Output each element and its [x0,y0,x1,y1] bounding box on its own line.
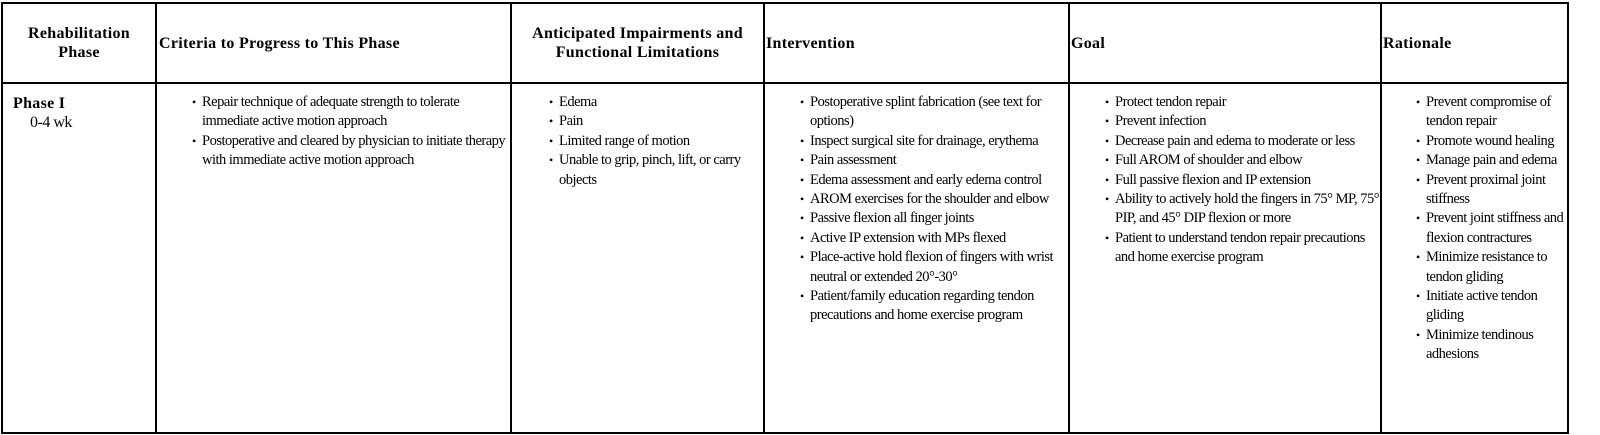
list-item: • Prevent proximal joint stiffness [1416,171,1567,210]
list-item: • Minimize resistance to tendon gliding [1416,248,1567,287]
list-item: • Pain [549,112,763,131]
list-item: • Full AROM of shoulder and elbow [1105,151,1380,170]
list-item: • Edema [549,93,763,112]
goal-cell [1069,83,1381,433]
intervention-list [765,84,1068,326]
list-item: • Prevent compromise of tendon repair [1416,93,1567,132]
list-item: • Initiate active tendon gliding [1416,287,1567,326]
list-item: • Edema assessment and early edema control [800,171,1068,190]
list-item: • Ability to actively hold the fingers in 75° MP, 75° PIP, and 45° DIP flexion or more [1105,190,1380,229]
list-item: • Passive flexion all finger joints [800,209,1068,228]
header-impairments: Anticipated Impairments and Functional Limitations [511,3,764,83]
list-item: • Active IP extension with MPs flexed [800,229,1068,248]
list-item: • Pain assessment [800,151,1068,170]
list-item: • Decrease pain and edema to moderate or less [1105,132,1380,151]
list-item: • Manage pain and edema [1416,151,1567,170]
list-item: • Postoperative splint fabrication (see text for options) [800,93,1068,132]
list-item: • Full passive flexion and IP extension [1105,171,1380,190]
impairments-cell [511,83,764,433]
list-item: • Place-active hold flexion of fingers with wrist neutral or extended 20°-30° [800,248,1068,287]
list-item: • Postoperative and cleared by physician to initiate therapy with immediate active motion approach [192,132,510,171]
list-item: • Promote wound healing [1416,132,1567,151]
list-item: • Patient/family education regarding tendon precautions and home exercise program [800,287,1068,326]
list-item: • AROM exercises for the shoulder and elbow [800,190,1068,209]
phase-duration: 0-4 wk [30,114,72,131]
goal-list [1070,84,1380,268]
list-item: • Repair technique of adequate strength to tolerate immediate active motion approach [192,93,510,132]
phase-cell [2,83,156,433]
criteria-list [157,84,510,171]
phase-title: Phase I [13,95,66,112]
header-row [2,3,1568,83]
list-item: • Unable to grip, pinch, lift, or carry objects [549,151,763,190]
header-goal: Goal [1069,3,1381,83]
list-item: • Patient to understand tendon repair precautions and home exercise program [1105,229,1380,268]
impairments-list [512,84,763,190]
list-item: • Protect tendon repair [1105,93,1380,112]
criteria-cell [156,83,511,433]
list-item: • Prevent infection [1105,112,1380,131]
list-item: • Minimize tendinous adhesions [1416,326,1567,365]
list-item: • Limited range of motion [549,132,763,151]
table-row [2,83,1568,433]
list-item: • Inspect surgical site for drainage, erythema [800,132,1068,151]
header-intervention: Intervention [764,3,1069,83]
rationale-cell [1381,83,1568,433]
intervention-cell [764,83,1069,433]
header-rationale: Rationale [1381,3,1568,83]
rehab-protocol-table [1,2,1569,434]
list-item: • Prevent joint stiffness and flexion contractures [1416,209,1567,248]
header-criteria: Criteria to Progress to This Phase [156,3,511,83]
rationale-list [1382,84,1567,365]
header-phase: Rehabilitation Phase [2,3,156,83]
